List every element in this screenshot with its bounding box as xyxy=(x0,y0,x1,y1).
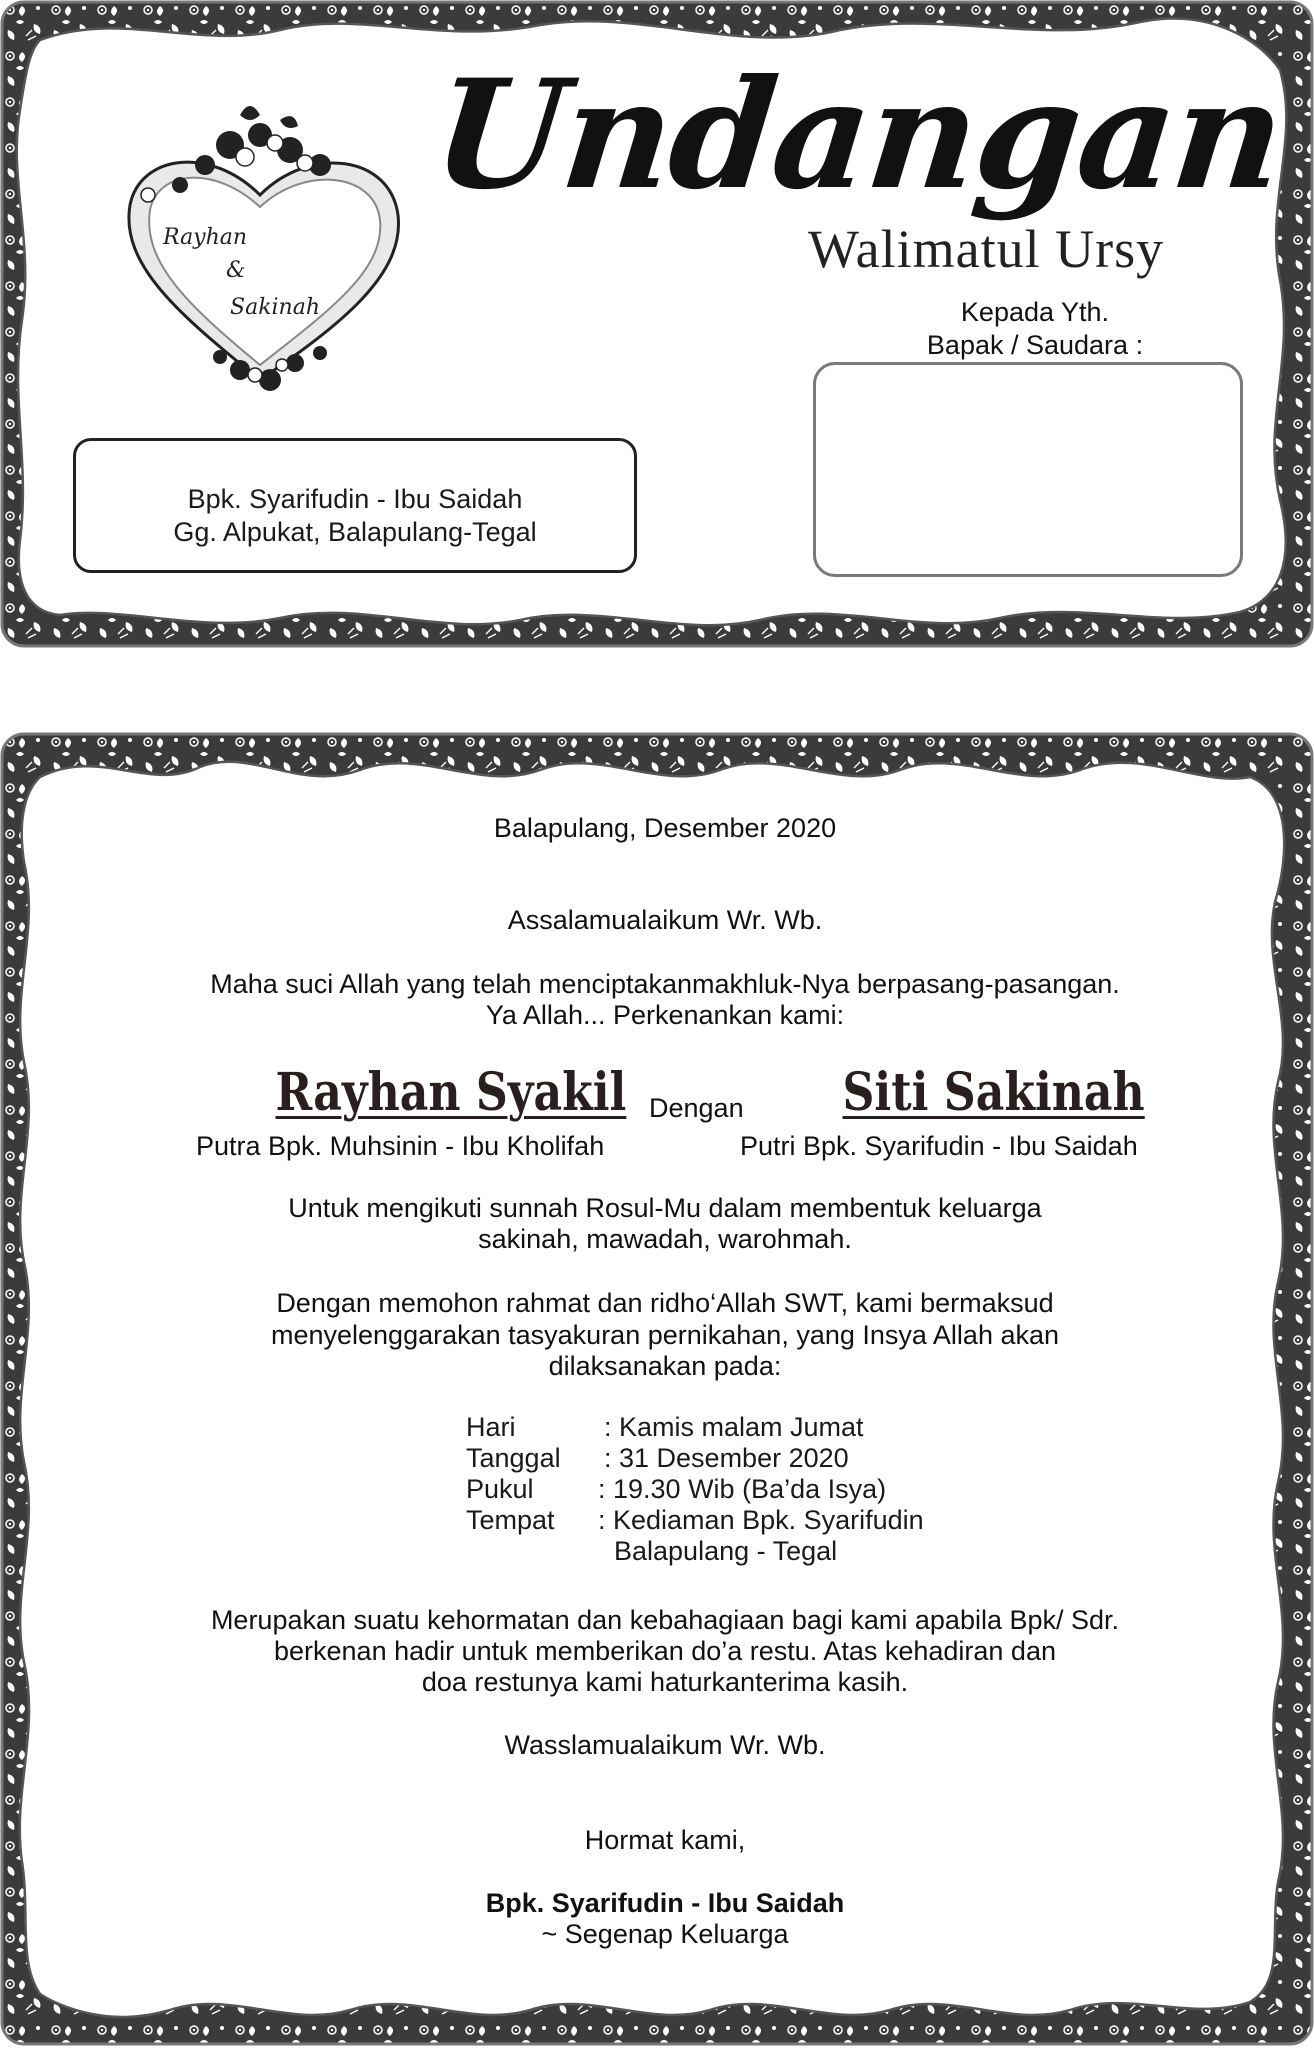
sender-address: Gg. Alpukat, Balapulang-Tegal xyxy=(173,517,537,547)
opening-greeting: Assalamualaikum Wr. Wb. xyxy=(507,905,823,935)
intro-line-2: Ya Allah... Perkenankan kami: xyxy=(485,1000,845,1030)
closing-line-1: Merupakan suatu kehormatan dan kebahagiaan bagi kami apabila Bpk/ Sdr. xyxy=(210,1605,1120,1635)
farewell-greeting: Wasslamualaikum Wr. Wb. xyxy=(504,1730,826,1760)
regards: Hormat kami, xyxy=(584,1825,746,1855)
detail-row-place xyxy=(466,1505,924,1536)
detail-label: Tanggal xyxy=(466,1443,561,1473)
heart-name-bride: Sakinah xyxy=(230,295,321,320)
recipient-line-1: Kepada Yth. xyxy=(960,297,1110,327)
sender-name: Bpk. Syarifudin - Ibu Saidah xyxy=(187,484,523,514)
heart-name-groom: Rayhan xyxy=(163,225,248,250)
detail-value: : Kediaman Bpk. Syarifudin xyxy=(598,1505,924,1535)
signer-name: Bpk. Syarifudin - Ibu Saidah xyxy=(485,1888,845,1918)
purpose-line-2: sakinah, mawadah, warohmah. xyxy=(478,1224,852,1254)
detail-label: Hari xyxy=(466,1412,516,1442)
detail-value: : 31 Desember 2020 xyxy=(604,1443,849,1473)
closing-line-2: berkenan hadir untuk memberikan do’a restu. Atas kehadiran dan xyxy=(274,1636,1056,1666)
signer-family: ~ Segenap Keluarga xyxy=(541,1919,789,1949)
sender-address-box xyxy=(73,438,637,573)
invitation-letter xyxy=(0,732,1314,2048)
groom-parents: Putra Bpk. Muhsinin - Ibu Kholifah xyxy=(196,1131,605,1161)
detail-place-line-2: Balapulang - Tegal xyxy=(614,1536,838,1566)
request-line-3: dilaksanakan pada: xyxy=(548,1351,782,1381)
bride-name: Siti Sakinah xyxy=(842,1062,1145,1123)
name-connector: Dengan xyxy=(649,1093,744,1123)
detail-label: Tempat xyxy=(466,1505,555,1535)
detail-label: Pukul xyxy=(466,1474,534,1504)
envelope-cover xyxy=(0,0,1314,648)
letter-date: Balapulang, Desember 2020 xyxy=(493,813,837,843)
page-title: Undangan xyxy=(425,47,1291,223)
request-line-2: menyelenggarakan tasyakuran pernikahan, yang Insya Allah akan xyxy=(270,1320,1060,1350)
recipient-address-box[interactable] xyxy=(813,362,1243,577)
detail-row-day xyxy=(466,1412,924,1443)
detail-value: : Kamis malam Jumat xyxy=(604,1412,864,1442)
heart-ampersand: & xyxy=(226,258,246,283)
detail-row-date xyxy=(466,1443,924,1474)
closing-line-3: doa restunya kami haturkanterima kasih. xyxy=(421,1667,909,1697)
detail-value: : 19.30 Wib (Ba’da Isya) xyxy=(598,1474,887,1504)
request-line-1: Dengan memohon rahmat dan ridho‘Allah SWT, kami bermaksud xyxy=(276,1288,1054,1318)
intro-line-1: Maha suci Allah yang telah menciptakanmakhluk-Nya berpasang-pasangan. xyxy=(210,969,1120,999)
page-subtitle: Walimatul Ursy xyxy=(808,219,1165,279)
detail-row-time xyxy=(466,1474,924,1505)
recipient-label xyxy=(900,296,1170,362)
purpose-line-1: Untuk mengikuti sunnah Rosul-Mu dalam membentuk keluarga xyxy=(288,1193,1042,1223)
bride-parents: Putri Bpk. Syarifudin - Ibu Saidah xyxy=(740,1131,1138,1161)
event-details xyxy=(466,1412,924,1567)
groom-name: Rayhan Syakil xyxy=(275,1062,627,1123)
heart-flower-ornament xyxy=(120,95,410,415)
recipient-line-2: Bapak / Saudara : xyxy=(926,330,1144,360)
